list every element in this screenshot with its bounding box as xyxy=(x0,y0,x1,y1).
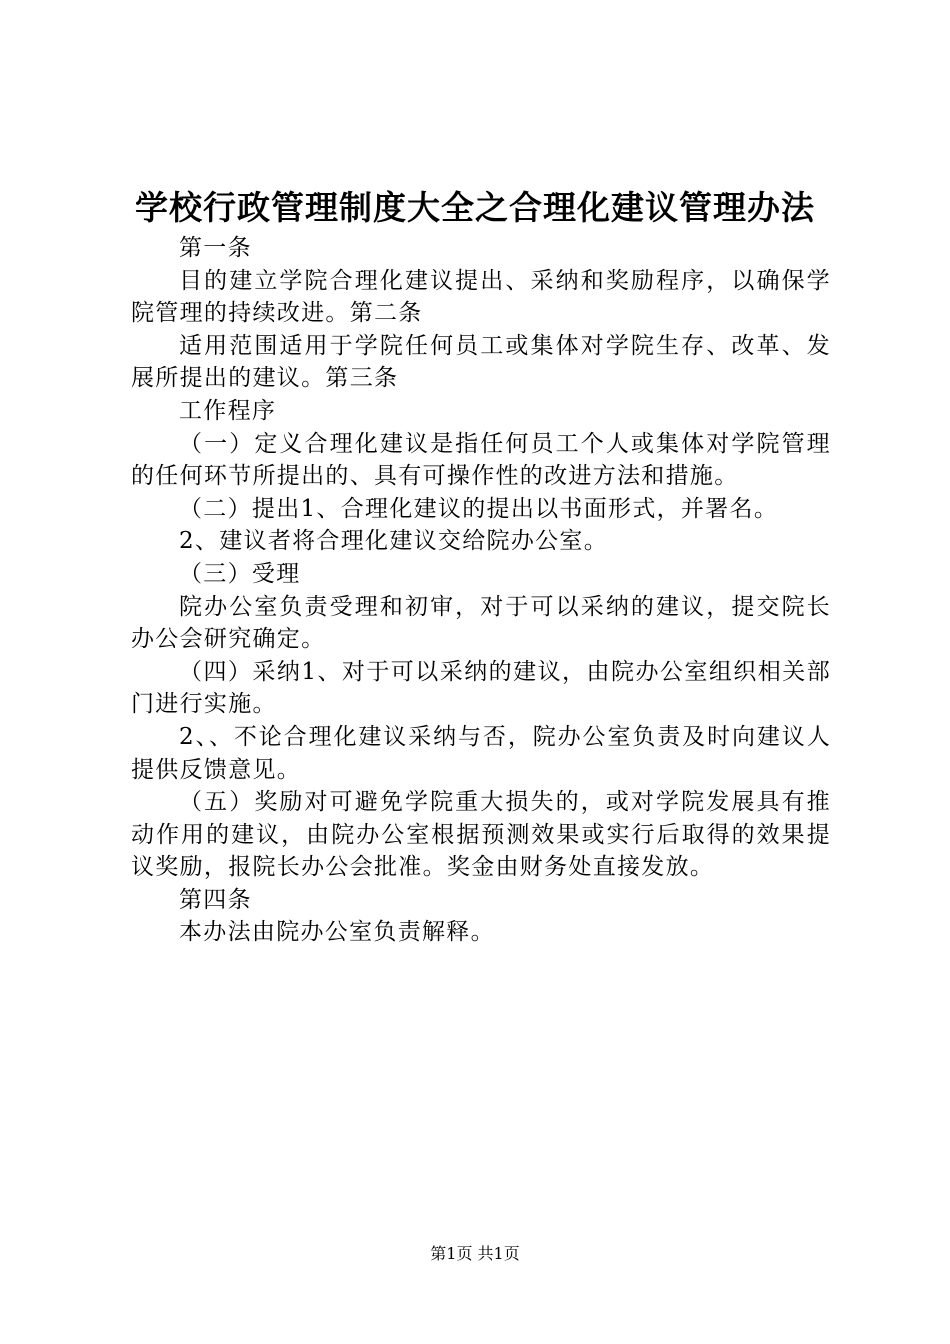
page-number-footer: 第1页 共1页 xyxy=(430,1244,520,1263)
paragraph-procedure-heading: 工作程序 xyxy=(179,397,277,424)
document-title: 学校行政管理制度大全之合理化建议管理办法 xyxy=(135,188,815,227)
paragraph-article-1: 第一条 xyxy=(179,235,252,261)
paragraph-submission-2: 2、建议者将合理化建议交给院办公室。 xyxy=(179,528,609,555)
paragraph-definition: （一）定义合理化建议是指任何员工个人或集体对学院管理的任何环节所提出的、具有可操作性的改进方法和措施。 xyxy=(131,430,831,490)
paragraph-reward: （五）奖励对可避免学院重大损失的，或对学院发展具有推动作用的建议，由院办公室根据预测效果或实行后取得的效果提议奖励，报院长办公会批准。奖金由财务处直接发放。 xyxy=(131,789,831,881)
paragraph-acceptance-heading: （三）受理 xyxy=(179,560,301,587)
paragraph-purpose: 目的建立学院合理化建议提出、采纳和奖励程序，以确保学院管理的持续改进。第二条 xyxy=(131,267,831,327)
paragraph-submission: （二）提出1、合理化建议的提出以书面形式，并署名。 xyxy=(179,495,779,522)
paragraph-interpretation: 本办法由院办公室负责解释。 xyxy=(179,919,495,946)
document-body xyxy=(131,232,831,949)
paragraph-adoption: （四）采纳1、对于可以采纳的建议，由院办公室组织相关部门进行实施。 xyxy=(131,658,831,718)
paragraph-feedback: 2、、不论合理化建议采纳与否，院办公室负责及时向建议人提供反馈意见。 xyxy=(131,723,831,783)
paragraph-article-4: 第四条 xyxy=(179,886,252,913)
paragraph-acceptance: 院办公室负责受理和初审，对于可以采纳的建议，提交院长办公会研究确定。 xyxy=(131,593,831,653)
paragraph-scope: 适用范围适用于学院任何员工或集体对学院生存、改革、发展所提出的建议。第三条 xyxy=(131,332,831,392)
